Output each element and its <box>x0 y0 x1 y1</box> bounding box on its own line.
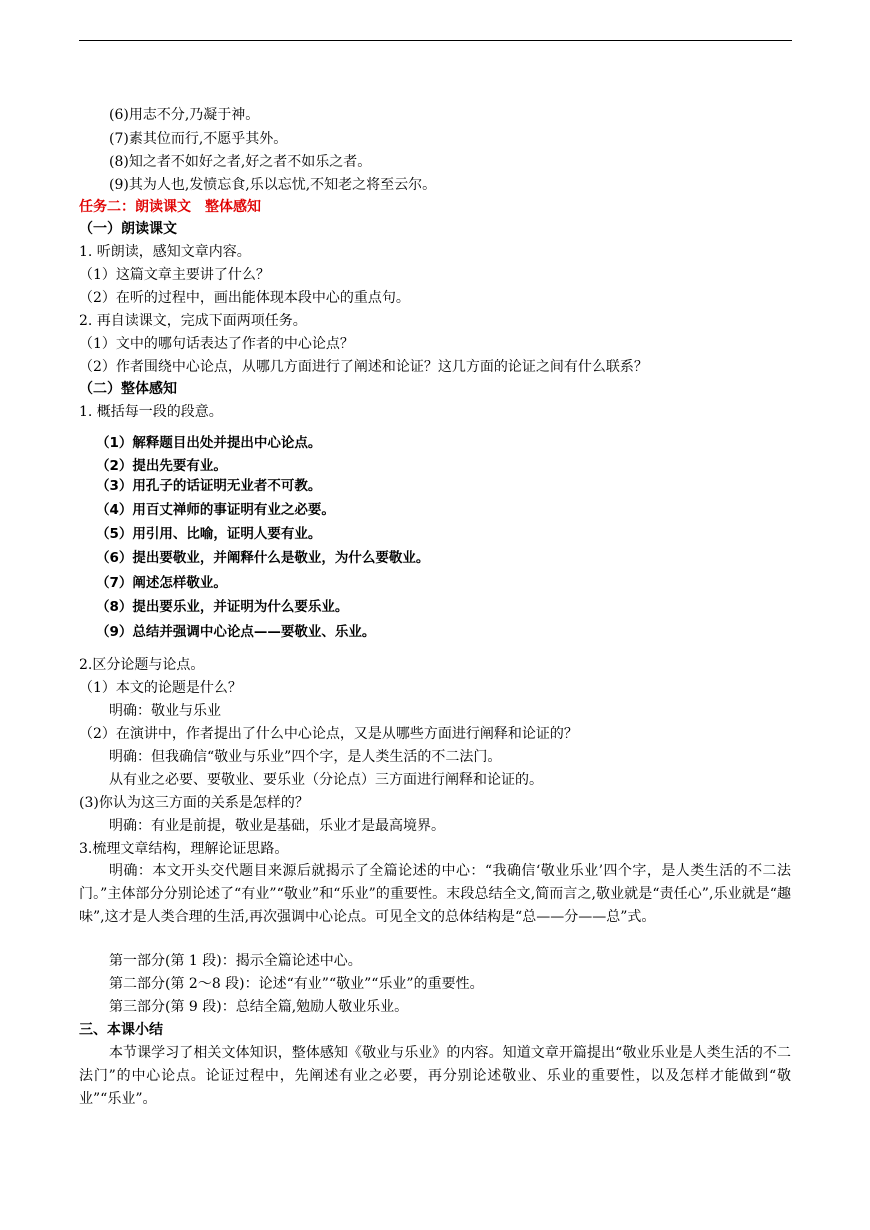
structure-paragraph: 明确：本文开头交代题目来源后就揭示了全篇论述的中心：“我确信‘敬业乐业’四个字，是人类生活的不二法门。”主体部分分别论述了“有业”“敬业”和“乐业”的重要性。末段总结全文,简而言之,敬业就是“责任心”,乐业就是“趣味”,这才是人类合理的生活,再次强调中心论点。可见全文的总体结构是“总——分——总”式。 <box>79 863 791 925</box>
summary-p4: （4）用百丈禅师的事证明有业之必要。 <box>96 502 335 518</box>
quote-9: (9)其为人也,发愤忘食,乐以忘忧,不知老之将至云尔。 <box>109 177 437 193</box>
summary-p8: （8）提出要乐业，并证明为什么要乐业。 <box>96 599 349 615</box>
question-relation: (3)你认为这三方面的关系是怎样的？ <box>79 795 309 811</box>
part-two: 第二部分(第 2～8 段)：论述“有业”“敬业”“乐业”的重要性。 <box>109 976 484 992</box>
question-topic: （1）本文的论题是什么？ <box>79 680 242 696</box>
summary-p2: （2）提出先要有业。 <box>96 458 227 474</box>
item-topic-vs-point: 2.区分论题与论点。 <box>79 657 205 673</box>
answer-aspects: 从有业之必要、要敬业、要乐业（分论点）三方面进行阐释和论证的。 <box>109 772 543 788</box>
task-two-heading: 任务二：朗读课文 整体感知 <box>79 199 261 215</box>
summary-p9: （9）总结并强调中心论点——要敬业、乐业。 <box>96 624 376 640</box>
lesson-summary-heading: 三、本课小结 <box>79 1022 163 1038</box>
summary-p3: （3）用孔子的话证明无业者不可教。 <box>96 478 322 494</box>
quote-8: (8)知之者不如好之者,好之者不如乐之者。 <box>109 154 372 170</box>
header-rule <box>79 40 792 41</box>
quote-6: (6)用志不分,乃凝于神。 <box>109 107 260 123</box>
item-1-1: （1）这篇文章主要讲了什么？ <box>79 267 270 283</box>
item-2-2: （2）作者围绕中心论点，从哪几方面进行了阐述和论证？这几方面的论证之间有什么联系？ <box>79 359 648 375</box>
item-2-1: （1）文中的哪句话表达了作者的中心论点？ <box>79 336 354 352</box>
answer-central-point: 明确：但我确信“敬业与乐业”四个字，是人类生活的不二法门。 <box>109 749 502 765</box>
answer-relation: 明确：有业是前提，敬业是基础，乐业才是最高境界。 <box>109 818 445 834</box>
summary-p5: （5）用引用、比喻，证明人要有业。 <box>96 526 322 542</box>
item-summarize: 1. 概括每一段的段意。 <box>79 404 223 420</box>
section-read-heading: （一）朗读课文 <box>79 221 177 237</box>
lesson-summary-paragraph: 本节课学习了相关文体知识，整体感知《敬业与乐业》的内容。知道文章开篇提出“敬业乐业是人类生活的不二法门”的中心论点。论证过程中，先阐述有业之必要，再分别论述敬业、乐业的重要性，以及怎样才能做到“敬业”“乐业”。 <box>79 1045 791 1107</box>
summary-p6: （6）提出要敬业，并阐释什么是敬业，为什么要敬业。 <box>96 550 430 566</box>
summary-p7: （7）阐述怎样敬业。 <box>96 575 227 591</box>
item-1: 1. 听朗读，感知文章内容。 <box>79 244 251 260</box>
item-structure: 3.梳理文章结构，理解论证思路。 <box>79 841 289 857</box>
item-1-2: （2）在听的过程中，画出能体现本段中心的重点句。 <box>79 290 410 306</box>
part-one: 第一部分(第 1 段)：揭示全篇论述中心。 <box>109 953 362 969</box>
part-three: 第三部分(第 9 段)：总结全篇,勉励人敬业乐业。 <box>109 999 409 1015</box>
answer-topic: 明确：敬业与乐业 <box>109 703 221 719</box>
question-central-point: （2）在演讲中，作者提出了什么中心论点，又是从哪些方面进行阐释和论证的？ <box>79 726 578 742</box>
item-2: 2. 再自读课文，完成下面两项任务。 <box>79 313 307 329</box>
section-overview-heading: （二）整体感知 <box>79 381 177 397</box>
quote-7: (7)素其位而行,不愿乎其外。 <box>109 131 288 147</box>
summary-p1: （1）解释题目出处并提出中心论点。 <box>96 435 322 451</box>
